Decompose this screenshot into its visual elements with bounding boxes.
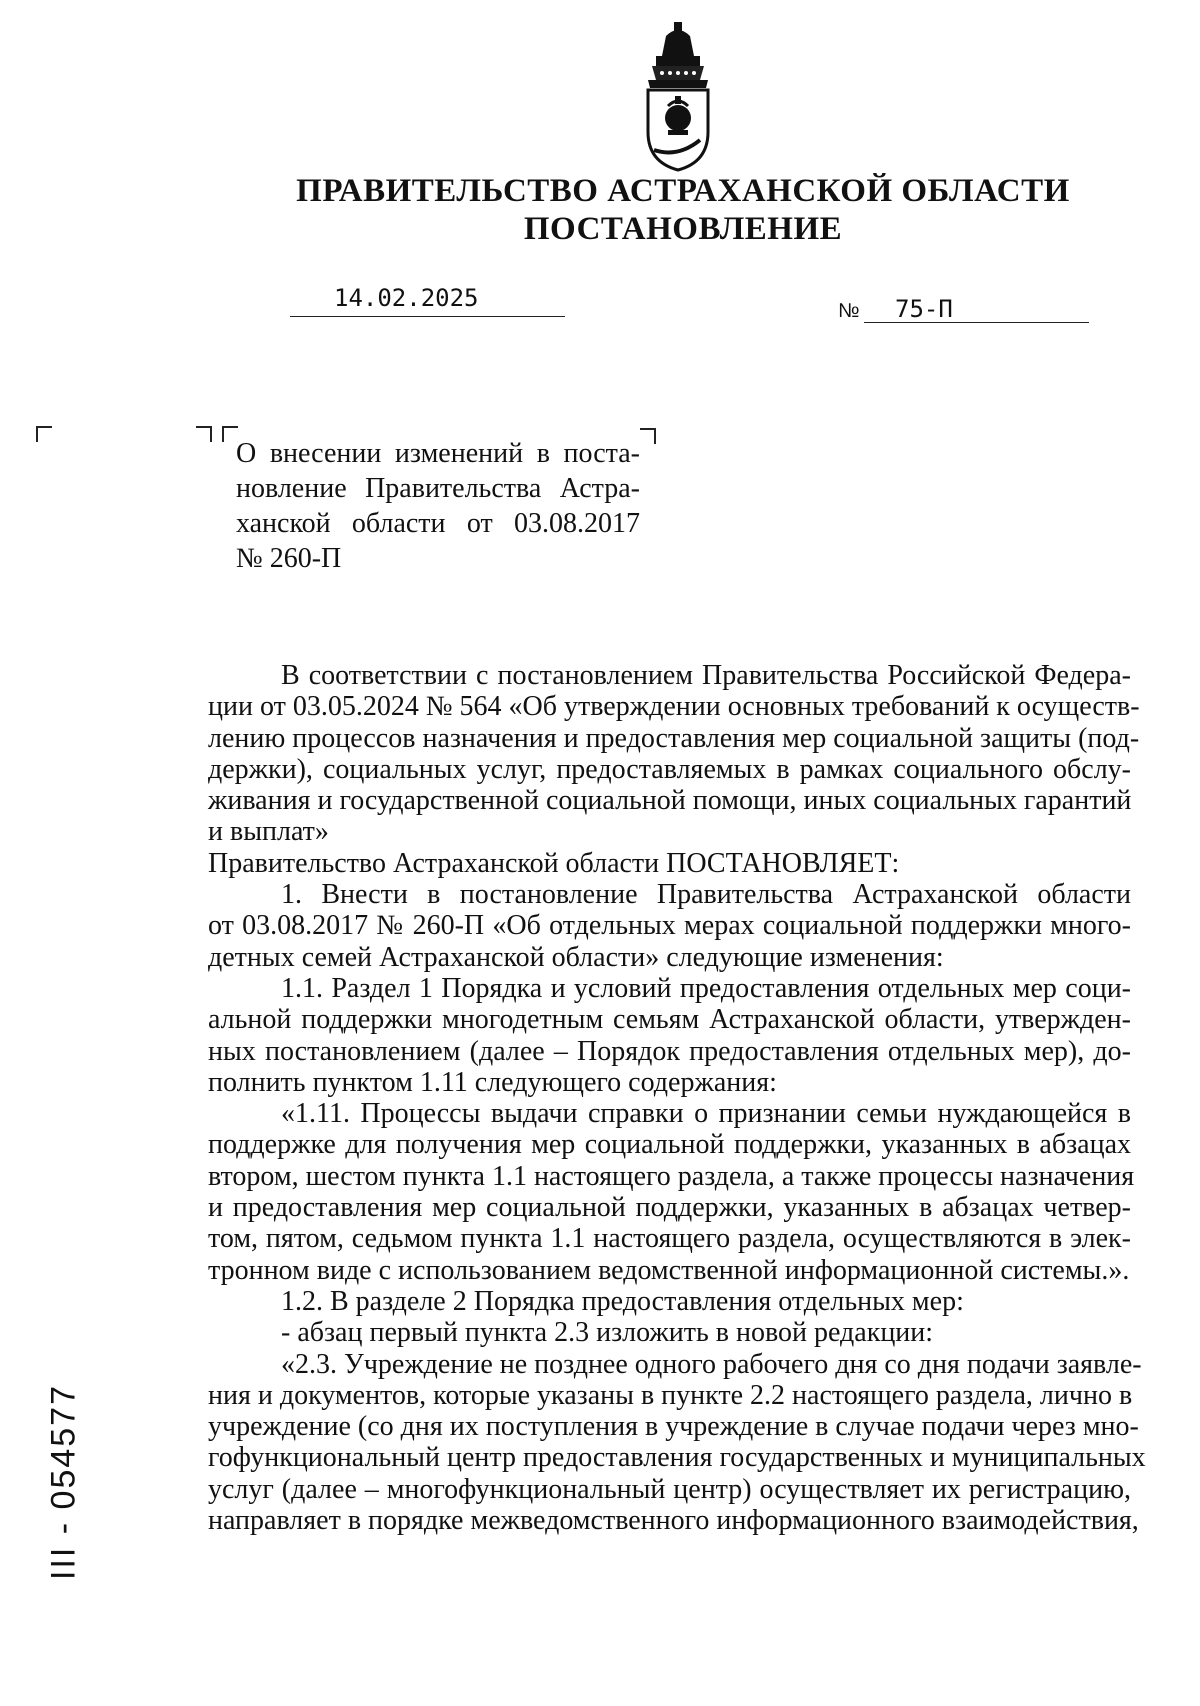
document-type: ПОСТАНОВЛЕНИЕ [523, 211, 843, 247]
body-line: держки), социальных услуг, предоставляемых в рамках социального обслу- [208, 753, 1131, 785]
blank-serial-number [44, 1362, 84, 1602]
organization-title: ПРАВИТЕЛЬСТВО АСТРАХАНСКОЙ ОБЛАСТИ [296, 173, 1070, 209]
body-line: учреждение (со дня их поступления в учреждение в случае подачи через мно- [208, 1411, 1139, 1443]
body-line: «1.11. Процессы выдачи справки о признании семьи нуждающейся в [281, 1098, 1131, 1130]
body-line: ных постановлением (далее – Порядок предоставления отдельных мер), до- [208, 1035, 1131, 1067]
body-line: 1. Внести в постановление Правительства Астраханской области [281, 879, 1131, 911]
body-line: В соответствии с постановлением Правительства Российской Федера- [281, 660, 1131, 691]
body-line: втором, шестом пункта 1.1 настоящего раздела, а также процессы назначения [208, 1160, 1135, 1192]
document-body [208, 660, 1146, 1537]
body-line: живания и государственной социальной помощи, иных социальных гарантий [208, 785, 1132, 817]
subject-line: О внесении изменений в поста- [236, 438, 640, 469]
body-line: гофункциональный центр предоставления государственных и муниципальных [208, 1442, 1146, 1474]
coat-of-arms-emblem [638, 22, 718, 172]
document-subject [236, 436, 640, 576]
body-line: услуг (далее – многофункциональный центр) осуществляет их регистрацию, [208, 1473, 1131, 1505]
body-line: лению процессов назначения и предоставления мер социальной защиты (под- [208, 722, 1140, 754]
body-line: 1.2. В разделе 2 Порядка предоставления отдельных мер: [281, 1285, 964, 1317]
number-underline [864, 322, 1089, 323]
corner-mark [640, 428, 656, 444]
subject-line: ханской области от 03.08.2017 [236, 508, 640, 539]
body-line: поддержке для получения мер социальной поддержки, указанных в абзацах [208, 1129, 1131, 1161]
body-line: «2.3. Учреждение не позднее одного рабочего дня со дня подачи заявле- [281, 1348, 1142, 1380]
number-sign: № [838, 300, 860, 322]
body-line: тронном виде с использованием ведомственной информационной системы.». [208, 1254, 1130, 1286]
corner-mark [196, 426, 212, 442]
body-line: от 03.08.2017 № 260-П «Об отдельных мерах социальной поддержки много- [208, 910, 1131, 942]
document-number: 75-П [895, 295, 953, 323]
serial-number-text: III - 054577 [44, 1383, 83, 1581]
body-line: том, пятом, седьмом пункта 1.1 настоящего раздела, осуществляются в элек- [208, 1223, 1131, 1255]
body-line: полнить пунктом 1.11 следующего содержания: [208, 1066, 777, 1098]
body-line: и предоставления мер социальной поддержки, указанных в абзацах четвер- [208, 1192, 1131, 1224]
body-line: детных семей Астраханской области» следующие изменения: [208, 941, 944, 973]
body-line: 1.1. Раздел 1 Порядка и условий предоставления отдельных мер соци- [281, 972, 1131, 1004]
body-line: альной поддержки многодетным семьям Астраханской области, утвержден- [208, 1004, 1131, 1036]
body-line: ции от 03.05.2024 № 564 «Об утверждении основных требований к осуществ- [208, 691, 1140, 723]
subject-line: новление Правительства Астра- [236, 473, 640, 504]
body-line: - абзац первый пункта 2.3 изложить в новой редакции: [281, 1317, 934, 1349]
body-line: Правительство Астраханской области ПОСТАНОВЛЯЕТ: [208, 847, 900, 879]
corner-mark [36, 426, 52, 442]
body-line: и выплат» [208, 816, 329, 848]
subject-line: № 260-П [236, 543, 342, 574]
body-line: направляет в порядке межведомственного информационного взаимодействия, [208, 1505, 1139, 1537]
body-line: ния и документов, которые указаны в пункте 2.2 настоящего раздела, лично в [208, 1379, 1133, 1411]
document-date: 14.02.2025 [334, 284, 479, 312]
date-underline [290, 316, 565, 317]
